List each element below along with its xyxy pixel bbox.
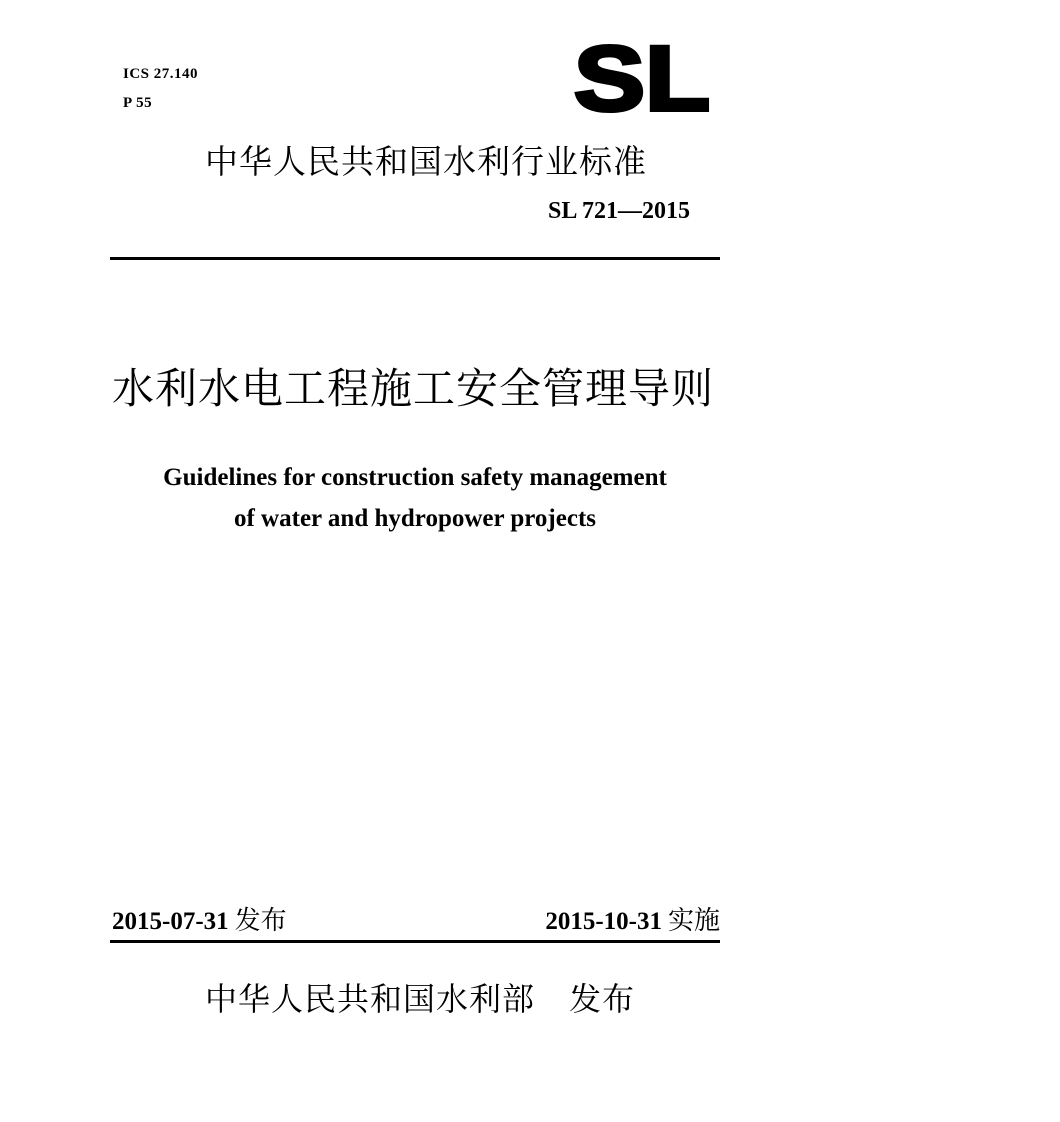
ics-code: ICS 27.140 — [123, 66, 199, 82]
document-title-chinese: 水利水电工程施工安全管理导则 — [112, 364, 715, 413]
publish-label: 发布 — [234, 906, 287, 936]
issuing-authority-block — [205, 974, 635, 1020]
document-title-english-line-1: Guidelines for construction safety management — [163, 464, 667, 491]
publish-date: 2015-07-31 — [112, 908, 229, 935]
bottom-divider — [110, 940, 720, 943]
top-divider — [110, 257, 720, 260]
standard-number: SL 721—2015 — [547, 198, 690, 224]
sl-logo — [574, 40, 714, 116]
industry-standard-title: 中华人民共和国水利行业标准 — [205, 142, 647, 181]
publish-date-block — [112, 900, 287, 937]
issuing-authority: 中华人民共和国水利部 — [205, 980, 536, 1018]
issue-label: 发布 — [569, 980, 636, 1018]
sl-logo-text: SL — [574, 40, 710, 116]
implementation-date: 2015-10-31 — [545, 908, 662, 935]
implementation-label: 实施 — [667, 906, 720, 936]
ccs-code: P 55 — [123, 95, 153, 111]
implementation-date-block — [545, 900, 720, 937]
document-title-english-line-2: of water and hydropower projects — [233, 505, 597, 532]
